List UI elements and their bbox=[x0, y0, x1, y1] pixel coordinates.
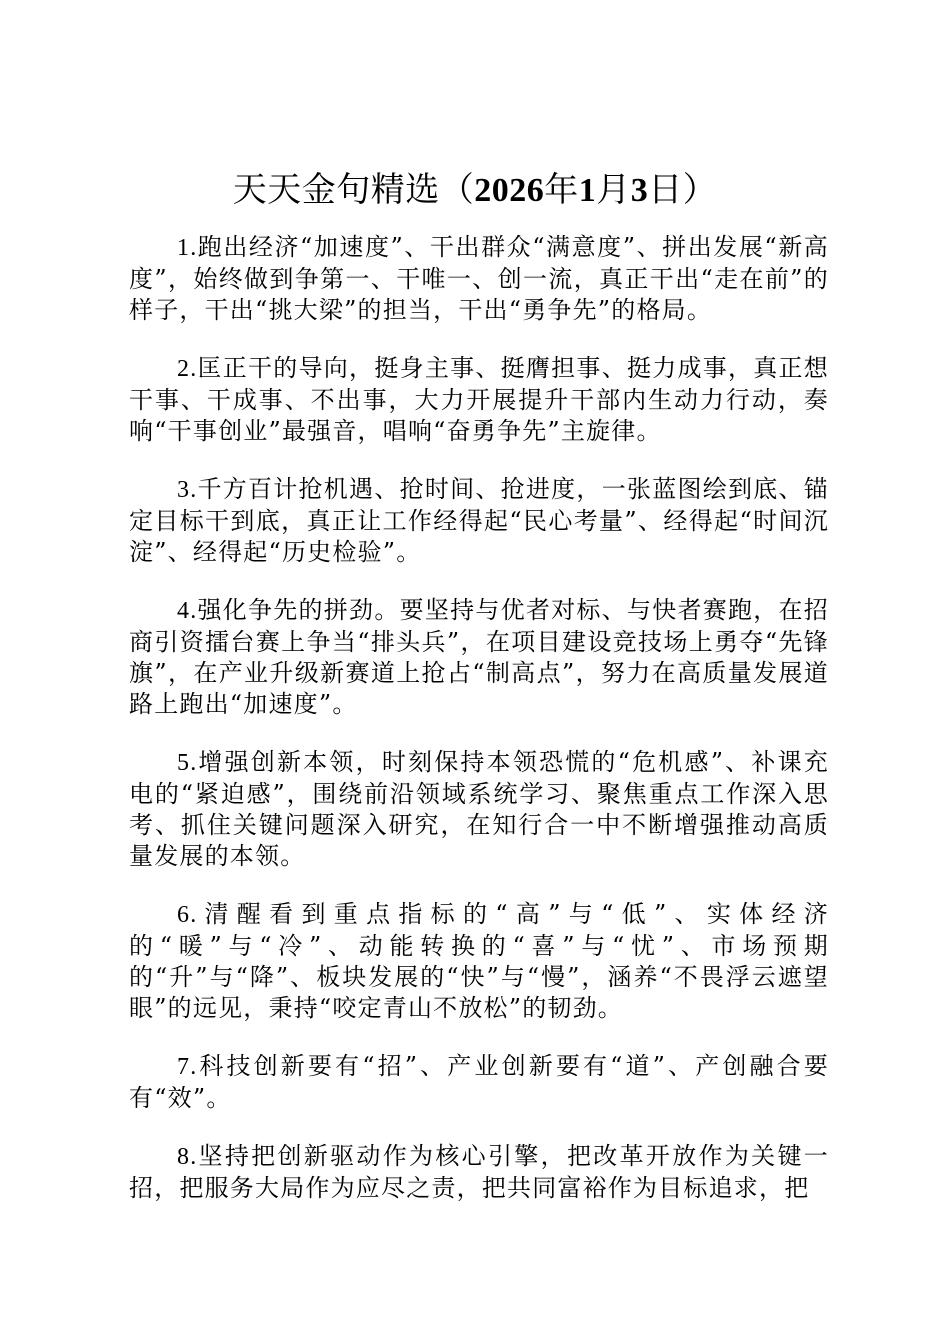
title-day: 3 bbox=[630, 172, 649, 209]
title-prefix: 天天金句精选（ bbox=[232, 170, 475, 210]
paragraph-number: 2. bbox=[177, 356, 198, 382]
paragraph-text: 千方百计抢机遇、抢时间、抢进度，一张蓝图绘到底、锚定目标干到底，真正让工作经得起“民心考量”、经得起“时间沉淀”、经得起“历史检验”。 bbox=[129, 475, 829, 566]
title-month: 1 bbox=[578, 172, 597, 209]
title-month-unit: 月 bbox=[596, 170, 631, 210]
paragraph-text: 增强创新本领，时刻保持本领恐慌的“危机感”、补课充电的“紧迫感”，围绕前沿领域系统学习、聚焦重点工作深入思考、抓住关键问题深入研究，在知行合一中不断增强推动高质量发展的本领。 bbox=[129, 748, 829, 870]
document-title bbox=[0, 164, 950, 217]
paragraph-1 bbox=[129, 232, 829, 326]
document-body bbox=[129, 232, 829, 1231]
paragraph-5 bbox=[129, 747, 829, 872]
title-suffix: 日） bbox=[648, 170, 718, 210]
paragraph-number: 6. bbox=[177, 902, 198, 928]
paragraph-number: 1. bbox=[177, 235, 198, 261]
paragraph-text: 强化争先的拼劲。要坚持与优者对标、与快者赛跑，在招商引资擂台赛上争当“排头兵”，在项目建设竞技场上勇夺“先锋旗”，在产业升级新赛道上抢占“制高点”，努力在高质量发展道路上跑出“加速度”。 bbox=[129, 596, 829, 718]
paragraph-text: 科技创新要有“招”、产业创新要有“道”、产创融合要有“效”。 bbox=[129, 1052, 829, 1112]
paragraph-8 bbox=[129, 1141, 829, 1204]
paragraph-4 bbox=[129, 595, 829, 720]
paragraph-number: 7. bbox=[177, 1054, 198, 1080]
paragraph-7 bbox=[129, 1051, 829, 1114]
paragraph-text: 跑出经济“加速度”、干出群众“满意度”、拼出发展“新高度”，始终做到争第一、干唯一、创一流，真正干出“走在前”的样子，干出“挑大梁”的担当，干出“勇争先”的格局。 bbox=[129, 233, 829, 324]
paragraph-3 bbox=[129, 474, 829, 568]
paragraph-number: 5. bbox=[177, 750, 198, 776]
title-year-unit: 年 bbox=[544, 170, 579, 210]
paragraph-6 bbox=[129, 899, 829, 1024]
paragraph-2 bbox=[129, 353, 829, 447]
paragraph-number: 8. bbox=[177, 1144, 198, 1170]
paragraph-number: 3. bbox=[177, 477, 198, 503]
paragraph-text: 坚持把创新驱动作为核心引擎，把改革开放作为关键一招，把服务大局作为应尽之责，把共同富裕作为目标追求，把 bbox=[129, 1142, 829, 1202]
paragraph-text: 匡正干的导向，挺身主事、挺膺担事、挺力成事，真正想干事、干成事、不出事，大力开展提升干部内生动力行动，奏响“干事创业”最强音，唱响“奋勇争先”主旋律。 bbox=[129, 354, 829, 445]
paragraph-number: 4. bbox=[177, 598, 198, 624]
paragraph-text: 清醒看到重点指标的“高”与“低”、实体经济的“暖”与“冷”、动能转换的“喜”与“忧”、市场预期的“升”与“降”、板块发展的“快”与“慢”，涵养“不畏浮云遮望眼”的远见，秉持“咬定青山不放松”的韧劲。 bbox=[129, 900, 829, 1022]
title-year: 2026 bbox=[474, 172, 545, 209]
